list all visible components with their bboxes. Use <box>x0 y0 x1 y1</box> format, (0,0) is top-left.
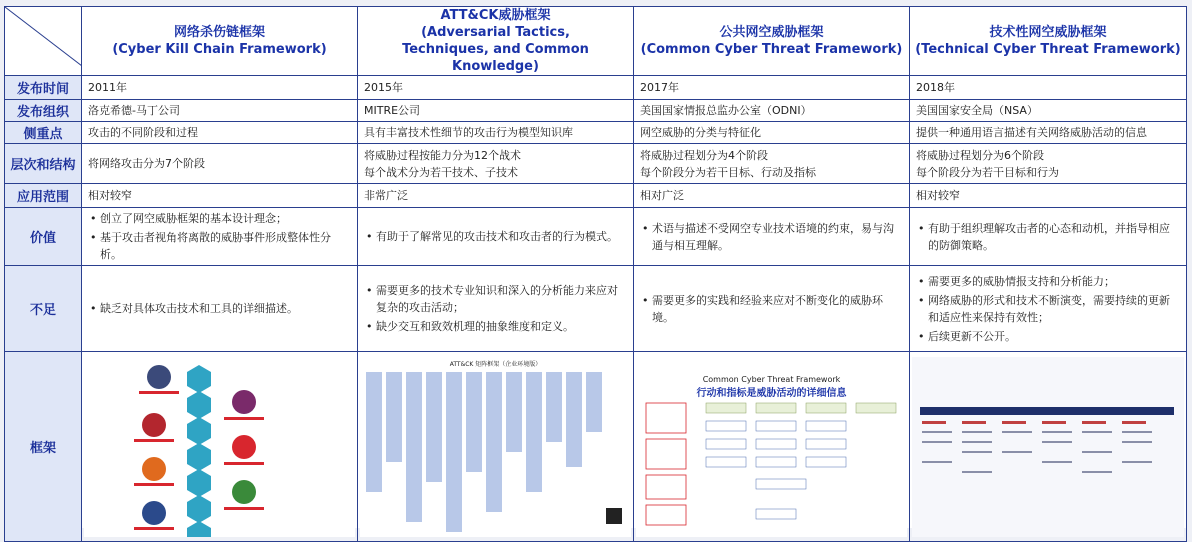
column-header-cn: ATT&CK威胁框架 <box>440 8 551 23</box>
tctf-cell-mark <box>1082 431 1112 433</box>
row-label: 发布时间 <box>5 76 82 100</box>
cell-line: 将威胁过程划分为6个阶段 <box>916 148 1044 162</box>
tctf-cell-mark <box>962 431 992 433</box>
column-header-attck <box>358 7 634 76</box>
kill-chain-caption-mark <box>224 507 264 510</box>
column-header-cctf <box>634 7 910 76</box>
cctf-objective-box <box>706 403 746 413</box>
cctf-stage-box <box>646 475 686 499</box>
kill-chain-stage-icon <box>232 480 256 504</box>
column-header-cn: 网络杀伤链框架 <box>173 25 265 40</box>
bullet-item: • 需要更多的威胁情报支持和分析能力； <box>928 273 1180 290</box>
bullet-item: • 有助于了解常见的攻击技术和攻击者的行为模式。 <box>376 228 627 245</box>
comparison-table-container <box>4 6 1186 528</box>
tctf-cell-mark <box>1042 431 1072 433</box>
tctf-header-bar <box>920 407 1174 415</box>
kill-chain-caption-mark <box>224 417 264 420</box>
column-header-en: (Technical Cyber Threat Framework) <box>915 42 1181 57</box>
tctf-cell-mark <box>962 451 992 453</box>
tctf-cell-mark <box>962 421 986 424</box>
kill-chain-hexagon <box>187 391 211 419</box>
cctf-objective-box <box>806 403 846 413</box>
cell-line: 每个阶段分为若干目标和行为 <box>916 165 1059 179</box>
corner-diagonal <box>5 7 82 66</box>
cell: 提供一种通用语言描述有关网络威胁活动的信息 <box>910 122 1187 144</box>
row-label: 层次和结构 <box>5 144 82 184</box>
cctf-objective-box <box>756 403 796 413</box>
kill-chain-hexagon <box>187 469 211 497</box>
tctf-cell-mark <box>962 441 992 443</box>
cell: 2018年 <box>910 76 1187 100</box>
bullet-item: • 缺少交互和致效机理的抽象维度和定义。 <box>376 318 627 335</box>
tctf-cell-mark <box>962 471 992 473</box>
cell: 相对广泛 <box>634 184 910 208</box>
cctf-action-box <box>756 457 796 467</box>
tctf-cell-mark <box>1082 471 1112 473</box>
kill-chain-caption-mark <box>224 462 264 465</box>
cctf-title: Common Cyber Threat Framework <box>702 374 841 384</box>
attck-column <box>566 372 582 467</box>
cell: 网空威胁的分类与特征化 <box>634 122 910 144</box>
cell <box>82 208 358 266</box>
tctf-cell-mark <box>922 421 946 424</box>
tctf-cell-mark <box>1082 451 1112 453</box>
cctf-action-box <box>806 457 846 467</box>
attck-column <box>526 372 542 492</box>
cell <box>82 266 358 352</box>
tctf-cell-mark <box>1002 421 1026 424</box>
framework-thumb-cctf <box>634 352 910 542</box>
cctf-action-box <box>756 479 806 489</box>
cell <box>634 266 910 352</box>
kill-chain-stage-icon <box>142 457 166 481</box>
kill-chain-caption-mark <box>134 439 174 442</box>
cell: 2011年 <box>82 76 358 100</box>
attck-column <box>406 372 422 522</box>
cctf-action-box <box>706 457 746 467</box>
cell: 2015年 <box>358 76 634 100</box>
tctf-cell-mark <box>1002 431 1032 433</box>
tctf-graphic <box>912 357 1182 537</box>
row-focus <box>5 122 1187 144</box>
cell <box>910 208 1187 266</box>
cell-line: 将网络攻击分为7个阶段 <box>88 157 205 170</box>
attck-column <box>546 372 562 442</box>
framework-comparison-table <box>4 6 1187 542</box>
cctf-action-box <box>756 509 796 519</box>
framework-thumb-attck <box>358 352 634 542</box>
row-label: 发布组织 <box>5 100 82 122</box>
row-value <box>5 208 1187 266</box>
bullet-item: • 术语与描述不受网空专业技术语境的约束，易与沟通与相互理解。 <box>652 220 903 254</box>
kill-chain-stage-icon <box>232 435 256 459</box>
bullet-item: • 需要更多的实践和经验来应对不断变化的威胁环境。 <box>652 292 903 326</box>
kill-chain-hexagon <box>187 443 211 471</box>
row-hierarchy <box>5 144 1187 184</box>
attck-matrix-diagram <box>360 357 631 537</box>
cell: 2017年 <box>634 76 910 100</box>
tctf-cell-mark <box>1122 441 1152 443</box>
kill-chain-caption-mark <box>134 483 174 486</box>
cell <box>358 144 634 184</box>
column-header-en: (Common Cyber Threat Framework) <box>640 42 903 57</box>
attck-column <box>486 372 502 512</box>
cell <box>634 208 910 266</box>
column-header-en: (Cyber Kill Chain Framework) <box>112 42 327 57</box>
bullet-item: • 有助于组织理解攻击者的心态和动机，并指导相应的防御策略。 <box>928 220 1180 254</box>
kill-chain-stage-icon <box>147 365 171 389</box>
tctf-cell-mark <box>1122 421 1146 424</box>
tctf-cell-mark <box>1122 461 1152 463</box>
cctf-stage-box <box>646 403 686 433</box>
qr-code-icon <box>606 508 622 524</box>
row-label: 不足 <box>5 266 82 352</box>
attck-column <box>446 372 462 532</box>
cctf-stage-box <box>646 505 686 525</box>
cell-line: 每个阶段分为若干目标、行动及指标 <box>640 165 816 179</box>
cell-line: 每个战术分为若干技术、子技术 <box>364 165 518 179</box>
attck-column <box>386 372 402 462</box>
cell-line: 将威胁过程划分为4个阶段 <box>640 148 768 162</box>
kill-chain-hexagon <box>187 521 211 537</box>
cell <box>358 266 634 352</box>
cell <box>910 144 1187 184</box>
cell <box>910 266 1187 352</box>
bullet-item: • 基于攻击者视角将离散的威胁事件形成整体性分析。 <box>100 229 351 263</box>
cctf-action-box <box>756 421 796 431</box>
cell <box>634 144 910 184</box>
cell: 美国国家情报总监办公室（ODNI） <box>634 100 910 122</box>
kill-chain-hexagon <box>187 495 211 523</box>
cell: MITRE公司 <box>358 100 634 122</box>
cctf-action-box <box>806 421 846 431</box>
column-header-kill-chain <box>82 7 358 76</box>
framework-thumb-kill-chain <box>82 352 358 542</box>
tctf-cell-mark <box>922 461 952 463</box>
cell: 具有丰富技术性细节的攻击行为模型知识库 <box>358 122 634 144</box>
cell <box>82 144 358 184</box>
tctf-cell-mark <box>1002 451 1032 453</box>
cctf-objective-box <box>856 403 896 413</box>
bullet-item: • 网络威胁的形式和技术不断演变，需要持续的更新和适应性来保持有效性； <box>928 292 1180 326</box>
cctf-stage-box <box>646 439 686 469</box>
column-header-en: (Adversarial Tactics, Techniques, and Common Knowledge) <box>402 25 589 74</box>
cell: 美国国家安全局（NSA） <box>910 100 1187 122</box>
cell: 攻击的不同阶段和过程 <box>82 122 358 144</box>
column-header-cn: 技术性网空威胁框架 <box>989 25 1107 40</box>
corner-cell <box>5 7 82 76</box>
cell: 洛克希德-马丁公司 <box>82 100 358 122</box>
row-framework <box>5 352 1187 542</box>
framework-thumb-tctf <box>910 352 1187 542</box>
tctf-cell-mark <box>1042 421 1066 424</box>
attck-column <box>466 372 482 472</box>
tctf-diagram <box>912 357 1184 537</box>
bullet-item: • 需要更多的技术专业知识和深入的分析能力来应对复杂的攻击活动； <box>376 282 627 316</box>
row-release-time <box>5 76 1187 100</box>
cctf-diagram <box>636 357 907 537</box>
cctf-action-box <box>756 439 796 449</box>
row-label: 框架 <box>5 352 82 542</box>
kill-chain-graphic <box>84 357 354 537</box>
kill-chain-caption-mark <box>134 527 174 530</box>
attck-column <box>506 372 522 452</box>
row-scope <box>5 184 1187 208</box>
cctf-subtitle: 行动和指标是威胁活动的详细信息 <box>696 387 847 399</box>
row-label: 价值 <box>5 208 82 266</box>
kill-chain-diagram <box>84 357 355 537</box>
column-header-tctf <box>910 7 1187 76</box>
row-publisher <box>5 100 1187 122</box>
cell: 相对较窄 <box>82 184 358 208</box>
attck-matrix-title: ATT&CK 矩阵框架（企业环境版） <box>449 360 542 368</box>
attck-column <box>586 372 602 432</box>
row-shortcoming <box>5 266 1187 352</box>
tctf-cell-mark <box>1082 421 1106 424</box>
cell <box>358 208 634 266</box>
kill-chain-hexagon <box>187 417 211 445</box>
kill-chain-caption-mark <box>139 391 179 394</box>
tctf-cell-mark <box>1122 431 1152 433</box>
cell: 非常广泛 <box>358 184 634 208</box>
kill-chain-hexagon <box>187 365 211 393</box>
kill-chain-stage-icon <box>142 413 166 437</box>
kill-chain-stage-icon <box>232 390 256 414</box>
tctf-cell-mark <box>922 441 952 443</box>
kill-chain-stage-icon <box>142 501 166 525</box>
cell-line: 将威胁过程按能力分为12个战术 <box>364 148 521 162</box>
column-header-cn: 公共网空威胁框架 <box>719 25 824 40</box>
row-label: 应用范围 <box>5 184 82 208</box>
attck-column <box>366 372 382 492</box>
row-label: 侧重点 <box>5 122 82 144</box>
cell: 相对较窄 <box>910 184 1187 208</box>
cctf-action-box <box>706 439 746 449</box>
cctf-graphic <box>636 399 906 529</box>
cctf-action-box <box>806 439 846 449</box>
cctf-action-box <box>706 421 746 431</box>
bullet-item: • 缺乏对具体攻击技术和工具的详细描述。 <box>100 300 351 317</box>
attck-matrix-graphic <box>360 368 630 537</box>
bullet-item: • 创立了网空威胁框架的基本设计理念； <box>100 210 351 227</box>
tctf-cell-mark <box>1042 461 1072 463</box>
bullet-item: • 后续更新不公开。 <box>928 328 1180 345</box>
header-row <box>5 7 1187 76</box>
tctf-cell-mark <box>922 431 952 433</box>
tctf-cell-mark <box>1042 441 1072 443</box>
attck-column <box>426 372 442 482</box>
